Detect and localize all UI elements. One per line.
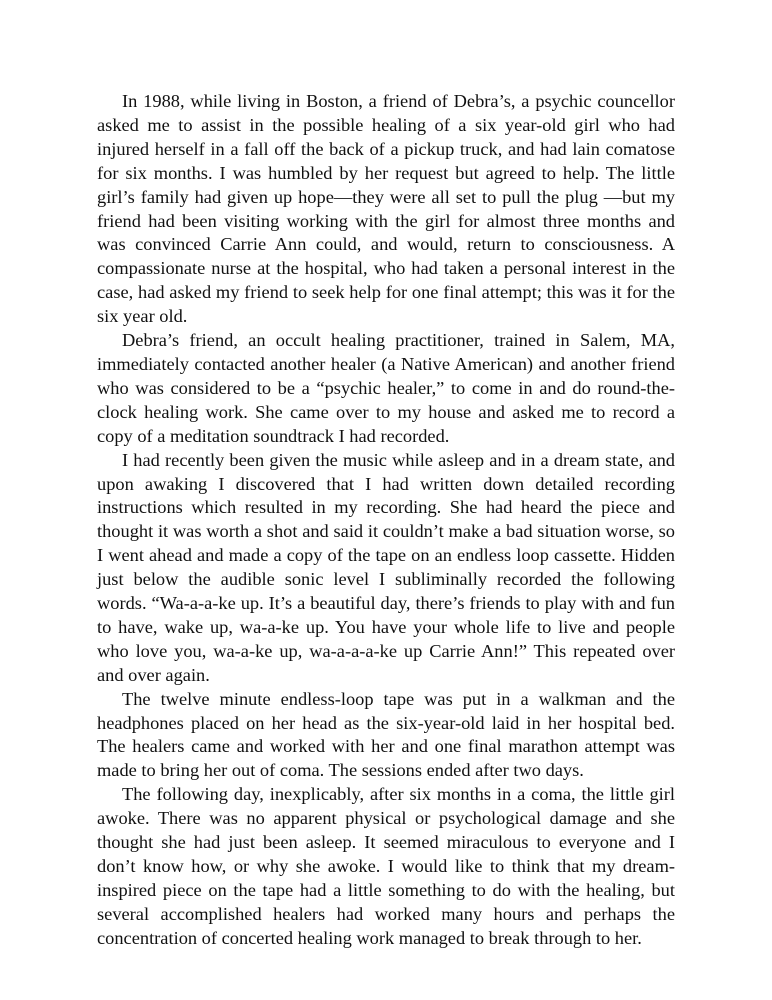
paragraph-healers-contacted: Debra’s friend, an occult healing practitioner, trained in Salem, MA, immediately contacted another healer (a Native American) and another friend who was considered to be a “psychic healer,” to come in and do round-the-clock healing work. She came over to my house and asked me to record a copy of a meditation soundtrack I had recorded. — [97, 330, 675, 446]
paragraph-girl-awoke: The following day, inexplicably, after six months in a coma, the little girl awoke. There was no apparent physical or psychological damage and she thought she had just been asleep. It seemed miraculous to everyone and I don’t know how, or why she awoke. I would like to think that my dream-inspired piece on the tape had a little something to do with the healing, but several accomplished healers had worked many hours and perhaps the concentration of concerted healing work managed to break through to her. — [97, 784, 675, 948]
paragraph-walkman-sessions: The twelve minute endless-loop tape was put in a walkman and the headphones placed on her head as the six-year-old laid in her hospital bed. The healers came and worked with her and one final marathon attempt was made to bring her out of coma. The sessions ended after two days. — [97, 688, 675, 781]
paragraph-boston-1988: In 1988, while living in Boston, a friend of Debra’s, a psychic councellor asked me to assist in the possible healing of a six year-old girl who had injured herself in a fall off the back of a pickup truck, and had lain comatose for six months. I was humbled by her request but agreed to help. The little girl’s family had given up hope—they were all set to pull the plug —but my friend had been visiting working with the girl for almost three months and was convinced Carrie Ann could, and would, return to consciousness. A compassionate nurse at the hospital, who had taken a personal interest in the case, had asked my friend to seek help for one final attempt; this was it for the six year old. — [97, 91, 675, 327]
paragraph-dream-recording: I had recently been given the music while asleep and in a dream state, and upon awaking I discovered that I had written down detailed recording instructions which resulted in my recording. She had heard the piece and thought it was worth a shot and said it couldn’t make a bad situation worse, so I went ahead and made a copy of the tape on an endless loop cassette. Hidden just below the audible sonic level I subliminally recorded the following words. “Wa-a-a-ke up. It’s a beautiful day, there’s friends to play with and fun to have, wake up, wa-a-ke up. You have your whole life to live and people who love you, wa-a-ke up, wa-a-a-a-ke up Carrie Ann!” This repeated over and over again. — [97, 449, 675, 685]
document-page — [97, 90, 675, 951]
